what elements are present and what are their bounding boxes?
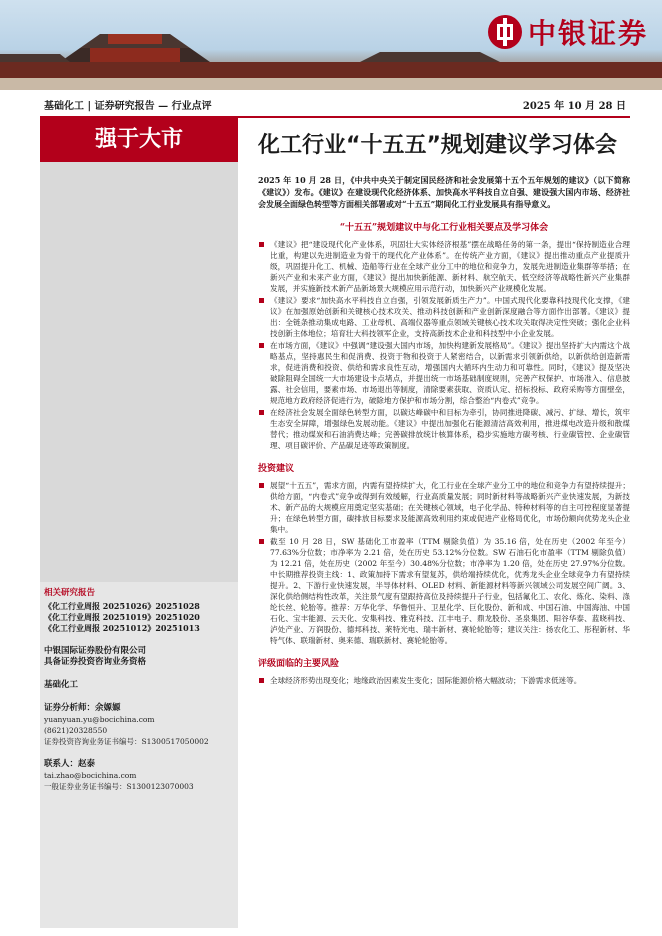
investment-advice-list: [258, 480, 630, 646]
header-banner-image: [0, 0, 662, 90]
sidebar-info: [44, 588, 234, 792]
firm-name: 中银国际证券股份有限公司: [44, 646, 147, 656]
related-report-item[interactable]: 《化工行业周报 20251026》20251028: [44, 601, 200, 611]
firm-qualification: 具备证券投资咨询业务资格: [44, 657, 147, 667]
report-title: 化工行业“十五五”规划建议学习体会: [258, 133, 617, 158]
analyst-certificate: 证券投资咨询业务证书编号：S1300517050002: [44, 737, 209, 746]
related-reports-heading: 相关研究报告: [44, 588, 96, 598]
breadcrumb: 基础化工 | 证券研究报告 — 行业点评: [44, 101, 212, 112]
key-points-list: [258, 239, 630, 451]
analyst-phone: (8621)20328550: [44, 726, 108, 735]
section-heading: “十五五”规划建议中与化工行业相关要点及学习体会: [339, 223, 549, 233]
rating-badge: 强于大市: [40, 118, 238, 162]
section-heading: 评级面临的主要风险: [258, 659, 340, 669]
related-report-item[interactable]: 《化工行业周报 20251019》20251020: [44, 612, 200, 622]
main-content: [258, 124, 630, 687]
section-heading: 投资建议: [258, 464, 295, 474]
list-item: 在经济社会发展全面绿色转型方面，以碳达峰碳中和目标为牵引，协同推进降碳、减污、扩绿、增长，筑牢生态安全屏障，增强绿色发展动能。《建议》中提出加强化石能源清洁高效利用，推进煤电改造升级和散煤替代；推动煤炭和石油消费达峰；完善碳排放统计核算体系，稳步实施地方碳考核、行业碳管控、企业碳管理、项目碳评价、产品碳足迹等政策制度。: [258, 407, 630, 451]
list-item: 截至 10 月 28 日，SW 基础化工市盈率（TTM 剔除负值）为 35.16 倍，处在历史（2002 年至今）77.63%分位数；市净率为 2.21 倍，处在历史 53.12%分位数。SW 石油石化市盈率（TTM 剔除负值）为 12.21 倍，处在历史（2002 年至今）30.48%分位数；市净率为 1.20 倍，处在历史 27.97%分位数。中长期推荐投资主线：1、政策加持下需求有望复苏，供给端持续优化，优秀龙头企业全球竞争力有望持续提升。2、下游行业快速发展，半导体材料、OLED 材料、新能源材料等新兴领域公司发展空间广阔。3、深化供给侧结构性改革，关注景气度有望跟持高位及持续提升子行业，包括氟化工、农化、炼化、染料、涤纶长丝、轮胎等。推荐：万华化学、华鲁恒升、卫星化学、巨化股份、新和成、中国石油、中国海油、中国石化、宝丰能源、云天化、安集科技、雅克科技、江丰电子、鼎龙股份、圣泉集团、阳谷华泰、蓝晓科技、泸处产业、万润股份、德邦科技、莱特光电、瑞丰新材、赛轮轮胎等；建议关注：扬农化工、彤程新材、华特气体、联瑞新材、奥来德、瑞联新材、赛轮轮胎等。: [258, 536, 630, 646]
list-item: 《建议》把“建设现代化产业体系，巩固壮大实体经济根基”摆在战略任务的第一条，提出“保持制造业合理比重，构建以先进制造业为骨干的现代化产业体系”。在传统产业方面，《建议》提出推动重点产业提质升级，巩固提升化工、机械、造船等行业在全球产业分工中的地位和竞争力，发展先进制造业集群等举措；在新兴产业和未来产业方面，《建议》提出加快新能源、新材料、航空航天、低空经济等战略性新兴产业集群发展，并实施新技术新产品新场景大规模应用示范行动，加快新兴产业规模化发展。: [258, 239, 630, 294]
list-item: 展望“十五五”，需求方面，内需有望持续扩大，化工行业在全球产业分工中的地位和竞争力有望持续提升；供给方面，“内卷式”竞争或得到有效缓解，行业高质量发展；同时新材料等战略新兴产业快速发展，为新技术、新产品的大规模应用奠定坚实基础；在关键核心领域，电子化学品、特种材料等的自主可控程度显著提升；在绿色转型方面，碳排放目标要求及能源高效利用约束或促进产业格局优化，市场份额向优势龙头企业集中。: [258, 480, 630, 535]
brand-name: 中银证券: [527, 17, 648, 50]
report-date: 2025 年 10 月 28 日: [522, 101, 626, 112]
boc-logo-icon: [488, 15, 522, 49]
contact-name: 联系人：赵泰: [44, 759, 96, 769]
lead-paragraph: 2025 年 10 月 28 日，《中共中央关于制定国民经济和社会发展第十五个五年规划的建议》（以下简称《建议》）发布。《建议》在建设现代化经济体系、加快高水平科技自立自强、建设强大国内市场、经济社会发展全面绿色转型等方面相关部署或对“十五五”期间化工行业发展具有指导意义。: [258, 175, 630, 209]
contact-certificate: 一般证券业务证书编号：S1300123070003: [44, 782, 194, 791]
contact-email[interactable]: tai.zhao@bocichina.com: [44, 771, 137, 780]
industry-label: 基础化工: [44, 680, 79, 690]
brand-logo: [488, 12, 648, 52]
related-report-item[interactable]: 《化工行业周报 20251012》20251013: [44, 623, 200, 633]
analyst-email[interactable]: yuanyuan.yu@bocichina.com: [44, 715, 155, 724]
list-item: 在市场方面，《建议》中强调“建设强大国内市场，加快构建新发展格局”。《建议》提出坚持扩大内需这个战略基点，坚持惠民生和促消费、投资于物和投资于人紧密结合，以新需求引领新供给，以新供给创造新需求，促进消费和投资、供给和需求良性互动，增强国内大循环内生动力和可靠性。同时，《建议》提及坚决破除阻碍全国统一大市场建设卡点堵点，并提出统一市场基础制度规则，完善产权保护、市场准入、信息披露、社会信用，要素市场、市场退出等制度，清除要素获取、资质认定、招标投标、政府采购等方面壁垒，规范地方政府经济促进行为，破除地方保护和市场分割，综合整治“内卷式”竞争。: [258, 340, 630, 406]
list-item: 《建议》要求“加快高水平科技自立自强，引领发展新质生产力”。中国式现代化要靠科技现代化支撑，《建议》在加强原始创新和关键核心技术攻关、推动科技创新和产业创新深度融合等方面作出部署。《建议》提出：全链条推动集成电路、工业母机、高端仪器等重点领域关键核心技术攻关取得决定性突破；强化企业科技创新主体地位；培育壮大科技领军企业，支持高新技术企业和科技型中小企业发展。: [258, 295, 630, 339]
sidebar-blank-panel: [40, 162, 238, 582]
risk-list: [258, 675, 630, 686]
analyst-name: 证券分析师：余嫄嫄: [44, 703, 121, 713]
report-meta-bar: [0, 90, 662, 116]
list-item: 全球经济形势出现变化；地缘政治因素发生变化；国际能源价格大幅波动；下游需求低迷等。: [258, 675, 630, 686]
